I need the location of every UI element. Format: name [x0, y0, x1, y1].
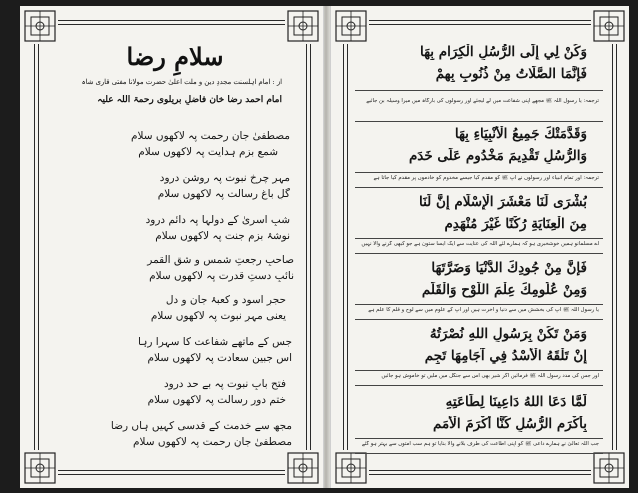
left-page-border: [34, 20, 311, 475]
verse-line: جس کے ماتھے شفاعت کا سہرا رہا: [138, 336, 292, 348]
arabic-verse: فَإِنَّ مِنْ جُودِكَ الدُّنْيَا وَضَرَّتَهَا: [431, 260, 587, 276]
verse-line: مجھ سے خدمت کے قدسی کہیں ہاں رضا: [110, 420, 292, 432]
ornament-corner-icon: [285, 8, 321, 44]
verse-line: شبِ اسریٰ کے دولہا پہ دائم درود: [145, 214, 290, 226]
arabic-verse: وَقَدَّمَتْكَ جَمِيعُ الْأَنْبِيَاءِ بِهَا: [454, 126, 587, 142]
verse-line: نائبِ دستِ قدرت پہ لاکھوں سلام: [149, 270, 294, 282]
verse-line: صاحبِ رجعتِ شمس و شقِ القمر: [147, 254, 294, 266]
verse-line: فتحِ بابِ نبوت پہ بے حد درود: [163, 378, 286, 390]
verse-line: مصطفیٰ جانِ رحمت پہ لاکھوں سلام: [132, 436, 292, 448]
ornament-corner-icon: [333, 8, 369, 44]
ornament-corner-icon: [591, 8, 627, 44]
right-page: [330, 6, 629, 488]
translation-note: ترجمہ: اور تمام انبیاء اور رسولوں نے آپ ﷺ کو مقدم کیا جیسے مخدوم کو خادموں پر مقدم کیا جاتا ہے: [373, 175, 599, 181]
ornament-corner-icon: [285, 450, 321, 486]
arabic-verse: لَمَّا دَعَا اللهُ دَاعِينَا لِطَاعَتِهِ: [445, 394, 587, 410]
left-page: [20, 6, 324, 488]
page-title: سلامِ رضا: [126, 42, 224, 71]
verse-line: نوشۂ بزمِ جنت پہ لاکھوں سلام: [155, 230, 290, 242]
translation-note: یا رسول اللہ ﷺ آپ کی بخشش میں سے دنیا و آخرت ہیں اور آپ کے علوم میں سے لوح و قلم کا علم ہے: [368, 307, 599, 313]
arabic-verse: بُشْرَى لَنَا مَعْشَرَ الْإِسْلَامِ إِنَّ لَنَا: [419, 194, 587, 210]
arabic-verse: وَمِنْ عُلُومِكَ عِلْمَ اللَّوْحِ وَالْقَلَمِ: [421, 282, 587, 298]
ornament-corner-icon: [333, 450, 369, 486]
ornament-corner-icon: [22, 450, 58, 486]
verse-line: حجرِ اسود و کعبۂ جان و دل: [165, 294, 286, 306]
verse-line: مصطفیٰ جانِ رحمت پہ لاکھوں سلام: [130, 130, 290, 142]
arabic-verse: وَمَنْ تَكُنْ بِرَسُولِ اللهِ نُصْرَتُهُ: [429, 326, 587, 342]
verse-line: مہرِ چرخِ نبوت پہ روشن درود: [159, 172, 290, 184]
arabic-verse: فَإِنَّمَا الصَّلَاتُ مِنْ ذُنُوبٍ بِهِمْ: [435, 66, 587, 82]
arabic-verse: مِنَ الْعِنَايَةِ رُكْنًا غَيْرَ مُنْهَدِمِ: [444, 216, 587, 232]
ornament-corner-icon: [591, 450, 627, 486]
ornament-corner-icon: [22, 8, 58, 44]
translation-note: ترجمہ: یا رسول اللہ ﷺ مجھے اپنی شفاعت میں لے لیجئے اور رسولوں کی بارگاہ میں میرا وسیلہ بن جائیے: [366, 98, 599, 104]
arabic-verse: إِنْ تَلْقَهُ الْأُسْدُ فِي آجَامِهَا تَجِمِ: [424, 348, 587, 364]
verse-line: شمعِ بزمِ ہدایت پہ لاکھوں سلام: [138, 146, 278, 158]
author-line: از : امامِ اہلسنت مجددِ دین و ملت اعلیٰ حضرت مولانا مفتی قاری شاہ: [81, 78, 282, 86]
verse-line: گلِ باغِ رسالت پہ لاکھوں سلام: [157, 188, 290, 200]
arabic-verse: بِأَكْرَمِ الرُّسُلِ كُنَّا أَكْرَمَ الْأُمَمِ: [432, 416, 587, 432]
arabic-verse: وَكُنْ لِي إِلَى الرُّسُلِ الْكِرَامِ بِهَا: [419, 44, 587, 60]
translation-note: اے مسلمانو ہمیں خوشخبری ہو کہ ہمارے لئے اللہ کی عنایت سے ایک ایسا ستون ہے جو کبھی گرنے والا نہیں: [361, 241, 599, 247]
verse-line: یعنی مہرِ نبوت پہ لاکھوں سلام: [150, 310, 286, 322]
translation-note: اور جس کی مدد رسول اللہ ﷺ فرمائیں اگر شیر بھی اس سے جنگل میں ملیں تو خاموش ہو جائیں: [381, 373, 599, 379]
translation-note: جب اللہ تعالیٰ نے ہمارے داعی ﷺ کو اپنی اطاعت کی طرف بلانے والا بنایا تو ہم سب امتوں سے بہتر ہو گئے: [361, 441, 599, 447]
arabic-verse: وَالرُّسُلِ تَقْدِيمَ مَخْدُومٍ عَلَى خَدَمِ: [408, 148, 587, 164]
verse-line: اس جبینِ سعادت پہ لاکھوں سلام: [147, 352, 292, 364]
translation-box: [355, 90, 603, 122]
author-line: امام احمد رضا خان فاضلِ بریلوی رحمۃ اللہ علیہ: [97, 95, 282, 105]
verse-line: ختمِ دورِ رسالت پہ لاکھوں سلام: [147, 394, 286, 406]
